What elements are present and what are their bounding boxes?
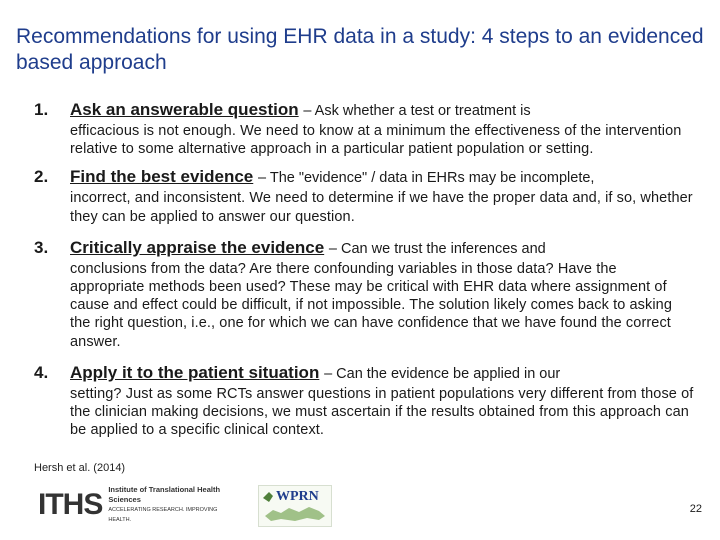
step-number: 3. (34, 237, 49, 257)
page-number: 22 (689, 503, 702, 515)
iths-tagline: ACCELERATING RESEARCH. IMPROVING HEALTH. (108, 507, 218, 523)
step-2 (34, 166, 694, 225)
iths-logo-mark: ITHS (38, 488, 103, 521)
steps-list (34, 99, 694, 439)
step-number: 2. (34, 167, 49, 187)
step-4 (34, 362, 694, 440)
step-heading: Ask an answerable question (70, 100, 299, 119)
step-lead: – Can the evidence be applied in our (324, 365, 561, 382)
step-body: efficacious is not enough. We need to know at a minimum the effectiveness of the intervention relative to some alternative approach in a particular patient population or setting. (70, 123, 682, 158)
step-lead: – The "evidence" / data in EHRs may be incomplete, (258, 170, 595, 187)
step-head-line (70, 99, 694, 122)
step-body: incorrect, and inconsistent. We need to determine if we have the proper data and, if so, whether they can be applied to answer our question. (70, 190, 693, 225)
step-body: conclusions from the data? Are there confounding variables in those data? Have the appropriate methods been used? These may be critical with EHR data where assignment of cause and effect could be difficult, if not impossible. The solution likely comes back to asking the right question, i.e., one for which we can have confidence that we have found the correct answer. (70, 260, 673, 350)
wprn-logo (258, 485, 332, 527)
step-heading: Find the best evidence (70, 167, 254, 187)
step-3 (34, 237, 694, 351)
iths-name: Institute of Translational Health Sciences (108, 485, 221, 504)
step-number: 1. (34, 100, 49, 119)
wprn-logo-text: WPRN (276, 489, 319, 504)
step-head-line (70, 362, 694, 385)
step-head-line (70, 166, 694, 189)
step-heading: Apply it to the patient situation (70, 362, 320, 382)
step-head-line (70, 237, 694, 260)
step-lead: – Ask whether a test or treatment is (303, 103, 531, 119)
step-1 (34, 99, 694, 158)
slide-title: Recommendations for using EHR data in a study: 4 steps to an evidenced based approach (16, 25, 704, 74)
step-heading: Critically appraise the evidence (70, 237, 325, 257)
iths-logo (38, 485, 238, 523)
citation: Hersh et al. (2014) (34, 462, 126, 474)
step-lead: – Can we trust the inferences and (328, 240, 546, 257)
step-body: setting? Just as some RCTs answer questions in patient populations very different from those of the clinician making decisions, we must ascertain if the results obtained from this approach can be applied to a specific clinical context. (70, 385, 694, 439)
iths-logo-text (108, 485, 238, 525)
step-number: 4. (34, 362, 49, 382)
